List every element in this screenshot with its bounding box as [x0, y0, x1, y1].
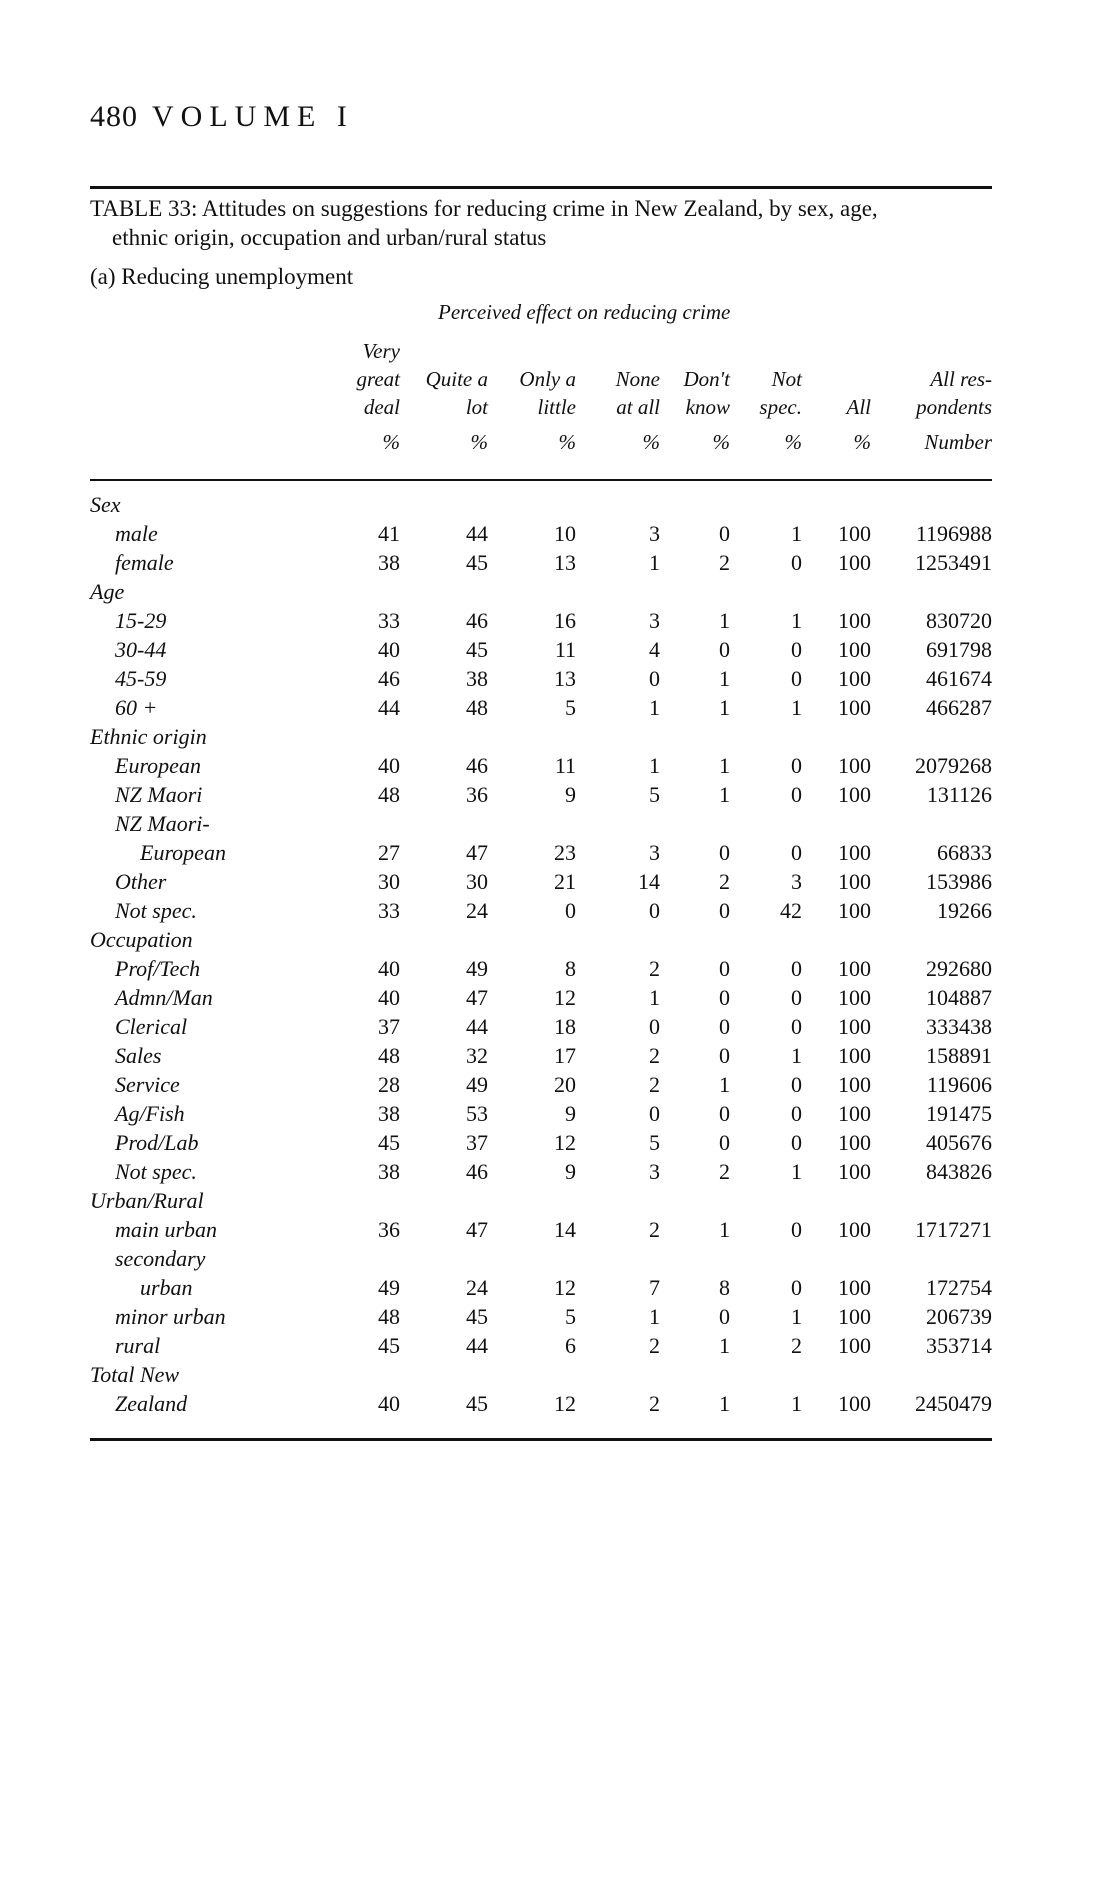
table-cell: 40 [378, 637, 400, 662]
table-cell: 7 [649, 1275, 660, 1300]
table-cell: 100 [838, 521, 871, 546]
table-cell: 1 [791, 1043, 802, 1068]
table-cell: 1 [719, 782, 730, 807]
row-label: 45-59 [115, 666, 167, 691]
table-cell: 36 [378, 1217, 400, 1242]
row-label: NZ Maori- [115, 811, 210, 836]
table-cell: 32 [466, 1043, 488, 1068]
table-cell: 100 [838, 1304, 871, 1329]
table-group-label-row [0, 577, 1114, 606]
table-cell: 11 [554, 637, 576, 662]
table-cell: 13 [554, 550, 576, 575]
volume-label: VOLUME I [152, 100, 354, 133]
table-row [0, 867, 1114, 896]
table-cell: 3 [791, 869, 802, 894]
table-cell: 40 [378, 956, 400, 981]
table-caption: TABLE 33: Attitudes on suggestions for reducing crime in New Zealand, by sex, age, [90, 196, 878, 221]
column-header-line: Don't [683, 367, 730, 391]
table-cell: 16 [554, 608, 576, 633]
table-cell: 461674 [926, 666, 992, 691]
table-cell: 3 [649, 521, 660, 546]
table-caption-continued: ethnic origin, occupation and urban/rural status [112, 225, 547, 250]
table-cell: 1 [719, 1217, 730, 1242]
column-header-line: Only a [519, 367, 576, 391]
table-cell: 12 [554, 1130, 576, 1155]
page-number: 480 [90, 100, 138, 133]
table-cell: 1 [791, 695, 802, 720]
table-cell: 0 [719, 1043, 730, 1068]
table-cell: 100 [838, 898, 871, 923]
table-cell: 48 [378, 1304, 400, 1329]
column-unit: % [712, 430, 730, 454]
table-cell: 46 [466, 1159, 488, 1184]
table-cell: 0 [791, 1275, 802, 1300]
table-cell: 40 [378, 753, 400, 778]
table-cell: 5 [565, 695, 576, 720]
row-label: male [115, 521, 158, 546]
row-label: Clerical [115, 1014, 188, 1039]
table-cell: 46 [466, 608, 488, 633]
table-cell: 11 [554, 753, 576, 778]
row-label: urban [140, 1275, 193, 1300]
table-cell: 2 [649, 956, 660, 981]
table-cell: 0 [719, 521, 730, 546]
table-cell: 47 [466, 985, 488, 1010]
table-cell: 0 [719, 1014, 730, 1039]
column-unit: % [382, 430, 400, 454]
table-cell: 191475 [926, 1101, 992, 1126]
table-cell: 0 [719, 1130, 730, 1155]
table-row [0, 1302, 1114, 1331]
table-cell: 8 [565, 956, 576, 981]
table-cell: 0 [719, 956, 730, 981]
table-cell: 100 [838, 1217, 871, 1242]
column-unit: % [470, 430, 488, 454]
table-row [0, 751, 1114, 780]
table-cell: 691798 [926, 637, 992, 662]
table-cell: 44 [466, 1333, 488, 1358]
table-cell: 9 [565, 1101, 576, 1126]
row-label: secondary [115, 1246, 206, 1271]
row-label: 60 + [115, 695, 158, 720]
table-group-label-row [0, 722, 1114, 751]
row-label: Sales [115, 1043, 162, 1068]
table-cell: 2079268 [915, 753, 992, 778]
table-row [0, 983, 1114, 1012]
column-header-line: All res- [930, 367, 992, 391]
table-cell: 0 [791, 782, 802, 807]
column-unit: % [642, 430, 660, 454]
column-unit: % [853, 430, 871, 454]
table-cell: 49 [466, 956, 488, 981]
table-subtitle: (a) Reducing unemployment [90, 264, 354, 289]
page-header [90, 100, 354, 134]
column-spanner-heading: Perceived effect on reducing crime [438, 300, 731, 324]
table-cell: 292680 [926, 956, 992, 981]
table-cell: 10 [554, 521, 576, 546]
table-cell: 14 [638, 869, 660, 894]
row-label: Zealand [115, 1391, 188, 1416]
table-cell: 0 [791, 1101, 802, 1126]
table-cell: 5 [649, 1130, 660, 1155]
table-cell: 45 [466, 1391, 488, 1416]
table-cell: 4 [649, 637, 660, 662]
table-cell: 48 [378, 782, 400, 807]
table-cell: 158891 [926, 1043, 992, 1068]
table-cell: 1 [791, 608, 802, 633]
table-group-label-row [0, 1244, 1114, 1273]
table-cell: 0 [791, 753, 802, 778]
table-cell: 49 [378, 1275, 400, 1300]
table-cell: 0 [719, 1101, 730, 1126]
table-row [0, 548, 1114, 577]
table-cell: 46 [378, 666, 400, 691]
table-cell: 49 [466, 1072, 488, 1097]
table-cell: 100 [838, 782, 871, 807]
table-cell: 44 [466, 1014, 488, 1039]
table-row [0, 1157, 1114, 1186]
table-cell: 45 [378, 1130, 400, 1155]
row-label: Occupation [90, 927, 193, 952]
table-cell: 100 [838, 1333, 871, 1358]
table-cell: 6 [565, 1333, 576, 1358]
column-header-line: None [615, 367, 660, 391]
row-label: Service [115, 1072, 180, 1097]
row-label: main urban [115, 1217, 218, 1242]
table-cell: 153986 [926, 869, 992, 894]
table-cell: 1 [649, 985, 660, 1010]
top-rule [90, 186, 992, 189]
table-cell: 27 [378, 840, 400, 865]
table-cell: 0 [791, 550, 802, 575]
table-cell: 2 [649, 1072, 660, 1097]
table-cell: 5 [565, 1304, 576, 1329]
table-cell: 44 [466, 521, 488, 546]
table-cell: 1253491 [915, 550, 992, 575]
table-row [0, 1099, 1114, 1128]
table-cell: 405676 [926, 1130, 992, 1155]
table-cell: 17 [554, 1043, 576, 1068]
table-cell: 24 [466, 1275, 488, 1300]
column-header-line: All [846, 395, 871, 419]
table-cell: 9 [565, 1159, 576, 1184]
table-cell: 38 [378, 550, 400, 575]
table-cell: 48 [466, 695, 488, 720]
table-cell: 45 [466, 1304, 488, 1329]
table-cell: 42 [780, 898, 802, 923]
column-header-line: Quite a [425, 367, 488, 391]
row-label: Not spec. [115, 898, 197, 923]
table-cell: 3 [649, 1159, 660, 1184]
table-cell: 100 [838, 985, 871, 1010]
table-cell: 12 [554, 1275, 576, 1300]
table-cell: 100 [838, 840, 871, 865]
table-group-label-row [0, 490, 1114, 519]
table-cell: 1 [649, 753, 660, 778]
bottom-rule [90, 1438, 992, 1441]
table-cell: 2 [649, 1333, 660, 1358]
table-cell: 1 [791, 1304, 802, 1329]
table-cell: 44 [378, 695, 400, 720]
table-cell: 0 [649, 1014, 660, 1039]
table-cell: 1 [719, 666, 730, 691]
table-cell: 37 [378, 1014, 400, 1039]
table-cell: 47 [466, 1217, 488, 1242]
table-row [0, 896, 1114, 925]
table-row [0, 1273, 1114, 1302]
table-cell: 1 [719, 1333, 730, 1358]
row-label: minor urban [115, 1304, 226, 1329]
row-label: rural [115, 1333, 161, 1358]
table-cell: 0 [719, 840, 730, 865]
table-row [0, 954, 1114, 983]
table-row [0, 1070, 1114, 1099]
table-cell: 100 [838, 753, 871, 778]
table-cell: 1 [649, 550, 660, 575]
row-label: Prod/Lab [115, 1130, 199, 1155]
table-cell: 100 [838, 1043, 871, 1068]
column-header-line: little [537, 395, 576, 419]
table-cell: 131126 [926, 782, 992, 807]
table-cell: 8 [719, 1275, 730, 1300]
table-cell: 18 [554, 1014, 576, 1039]
row-label: Other [115, 869, 167, 894]
table-cell: 0 [791, 666, 802, 691]
table-cell: 40 [378, 1391, 400, 1416]
table-cell: 14 [554, 1217, 576, 1242]
table-row [0, 780, 1114, 809]
column-header-line: at all [616, 395, 660, 419]
table-cell: 100 [838, 608, 871, 633]
table-cell: 2 [719, 1159, 730, 1184]
table-cell: 0 [791, 840, 802, 865]
row-label: Admn/Man [115, 985, 213, 1010]
table-cell: 0 [791, 1217, 802, 1242]
table-cell: 2 [791, 1333, 802, 1358]
column-unit: Number [924, 430, 992, 454]
column-header-line: Very [362, 339, 400, 363]
table-cell: 100 [838, 550, 871, 575]
row-label: 30-44 [115, 637, 167, 662]
row-label: NZ Maori [115, 782, 203, 807]
table-cell: 100 [838, 637, 871, 662]
table-row [0, 635, 1114, 664]
table-cell: 0 [719, 898, 730, 923]
table-cell: 0 [565, 898, 576, 923]
table-cell: 45 [466, 550, 488, 575]
table-cell: 1 [719, 695, 730, 720]
table-cell: 100 [838, 666, 871, 691]
table-cell: 2 [649, 1043, 660, 1068]
table-cell: 100 [838, 1275, 871, 1300]
table-cell: 48 [378, 1043, 400, 1068]
table-cell: 1717271 [915, 1217, 992, 1242]
table-cell: 100 [838, 869, 871, 894]
table-cell: 119606 [926, 1072, 992, 1097]
table-cell: 23 [554, 840, 576, 865]
table-cell: 0 [649, 666, 660, 691]
table-row [0, 1012, 1114, 1041]
table-row [0, 519, 1114, 548]
table-cell: 1 [649, 695, 660, 720]
table-cell: 3 [649, 840, 660, 865]
table-cell: 19266 [937, 898, 992, 923]
table-cell: 1196988 [915, 521, 992, 546]
table-cell: 830720 [926, 608, 992, 633]
table-cell: 100 [838, 956, 871, 981]
table-row [0, 1215, 1114, 1244]
table-cell: 100 [838, 1130, 871, 1155]
row-label: female [115, 550, 174, 575]
table-cell: 40 [378, 985, 400, 1010]
table-cell: 33 [378, 608, 400, 633]
row-label: Sex [90, 492, 121, 517]
table-group-label-row [0, 809, 1114, 838]
table-cell: 206739 [926, 1304, 992, 1329]
table-cell: 53 [466, 1101, 488, 1126]
table-cell: 20 [554, 1072, 576, 1097]
table-cell: 843826 [926, 1159, 992, 1184]
table-row [0, 1331, 1114, 1360]
row-label: Not spec. [115, 1159, 197, 1184]
column-header-line: know [685, 395, 730, 419]
table-cell: 0 [791, 1072, 802, 1097]
row-label: Prof/Tech [115, 956, 201, 981]
table-row [0, 838, 1114, 867]
table-cell: 100 [838, 1101, 871, 1126]
table-cell: 24 [466, 898, 488, 923]
table-cell: 13 [554, 666, 576, 691]
table-group-label-row [0, 1186, 1114, 1215]
table-cell: 100 [838, 695, 871, 720]
table-cell: 47 [466, 840, 488, 865]
table-group-label-row [0, 925, 1114, 954]
table-row [0, 1041, 1114, 1070]
table-group-label-row [0, 1360, 1114, 1389]
table-cell: 2 [719, 550, 730, 575]
table-cell: 30 [378, 869, 400, 894]
table-cell: 172754 [926, 1275, 992, 1300]
table-cell: 0 [791, 1130, 802, 1155]
row-label: European [140, 840, 226, 865]
table-row [0, 606, 1114, 635]
table-cell: 2450479 [915, 1391, 992, 1416]
table-cell: 0 [719, 637, 730, 662]
table-cell: 0 [791, 1014, 802, 1039]
table-cell: 100 [838, 1014, 871, 1039]
table-cell: 38 [466, 666, 488, 691]
table-cell: 5 [649, 782, 660, 807]
row-label: Ag/Fish [115, 1101, 185, 1126]
table-cell: 9 [565, 782, 576, 807]
column-unit: % [784, 430, 802, 454]
column-header-line: pondents [916, 395, 992, 419]
header-rule [90, 479, 992, 481]
column-header-line: great [356, 367, 400, 391]
row-label: Ethnic origin [90, 724, 207, 749]
table-cell: 45 [378, 1333, 400, 1358]
column-header-line: Not [771, 367, 802, 391]
table-cell: 0 [791, 956, 802, 981]
table-cell: 41 [378, 521, 400, 546]
table-cell: 0 [791, 985, 802, 1010]
table-cell: 36 [466, 782, 488, 807]
table-cell: 30 [466, 869, 488, 894]
table-cell: 1 [719, 1072, 730, 1097]
row-label: 15-29 [115, 608, 167, 633]
row-label: European [115, 753, 201, 778]
table-row [0, 693, 1114, 722]
table-cell: 2 [649, 1391, 660, 1416]
table-cell: 100 [838, 1159, 871, 1184]
table-cell: 21 [554, 869, 576, 894]
table-cell: 46 [466, 753, 488, 778]
table-cell: 38 [378, 1101, 400, 1126]
table-cell: 3 [649, 608, 660, 633]
table-cell: 28 [378, 1072, 400, 1097]
column-unit: % [558, 430, 576, 454]
table-cell: 2 [649, 1217, 660, 1242]
table-cell: 1 [719, 753, 730, 778]
table-cell: 37 [466, 1130, 488, 1155]
table-cell: 353714 [926, 1333, 992, 1358]
table-cell: 333438 [926, 1014, 992, 1039]
table-row [0, 1128, 1114, 1157]
table-cell: 1 [719, 1391, 730, 1416]
table-cell: 66833 [937, 840, 992, 865]
table-cell: 466287 [926, 695, 992, 720]
table-cell: 45 [466, 637, 488, 662]
table-cell: 104887 [926, 985, 992, 1010]
table-cell: 1 [719, 608, 730, 633]
table-row [0, 1389, 1114, 1418]
table-cell: 0 [791, 637, 802, 662]
table-cell: 100 [838, 1391, 871, 1416]
column-header-line: lot [465, 395, 488, 419]
table-cell: 0 [649, 898, 660, 923]
table-cell: 12 [554, 1391, 576, 1416]
column-header-line: spec. [759, 395, 802, 419]
table-cell: 1 [791, 1391, 802, 1416]
table-cell: 0 [719, 1304, 730, 1329]
table-row [0, 664, 1114, 693]
row-label: Age [90, 579, 125, 604]
table-cell: 38 [378, 1159, 400, 1184]
table-cell: 1 [791, 1159, 802, 1184]
table-cell: 12 [554, 985, 576, 1010]
table-cell: 2 [719, 869, 730, 894]
table-cell: 1 [649, 1304, 660, 1329]
table-cell: 0 [649, 1101, 660, 1126]
table-cell: 100 [838, 1072, 871, 1097]
column-header-line: deal [363, 395, 400, 419]
table-cell: 1 [791, 521, 802, 546]
row-label: Total New [90, 1362, 180, 1387]
table-cell: 33 [378, 898, 400, 923]
table-cell: 0 [719, 985, 730, 1010]
row-label: Urban/Rural [90, 1188, 204, 1213]
